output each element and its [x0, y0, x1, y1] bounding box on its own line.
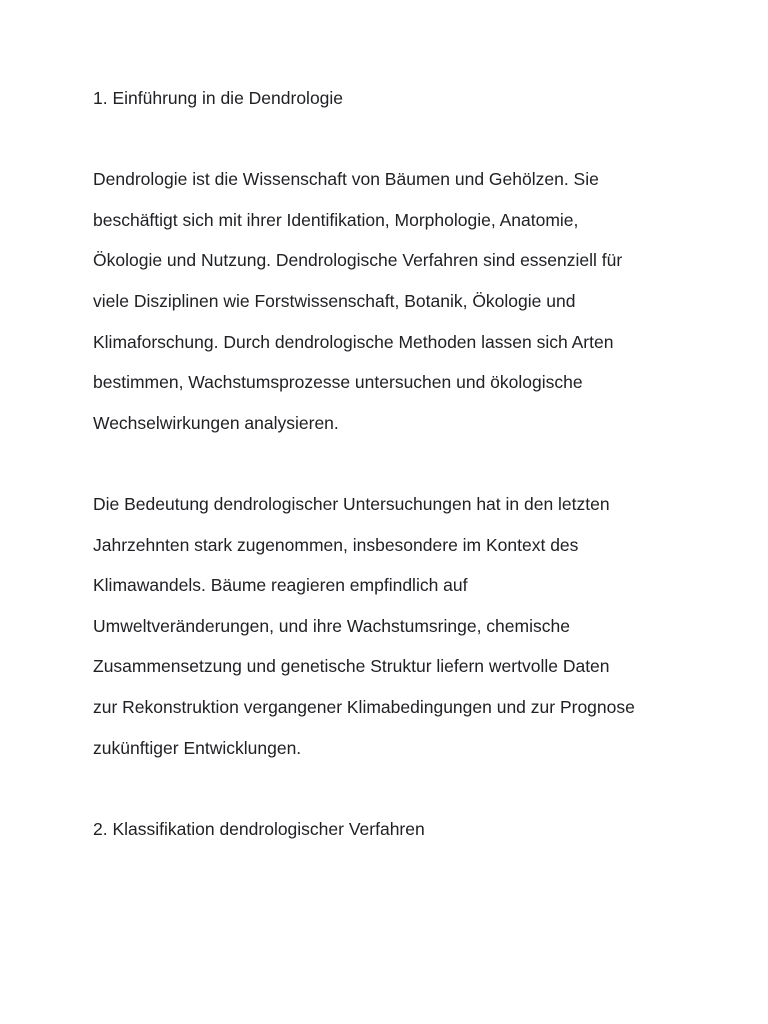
section-heading-1: 1. Einführung in die Dendrologie: [93, 88, 344, 108]
text-line: zur Rekonstruktion vergangener Klimabedingungen und zur Prognose: [93, 696, 635, 717]
text-line: Ökologie und Nutzung. Dendrologische Verfahren sind essenziell für: [93, 250, 623, 271]
text-line: Dendrologie ist die Wissenschaft von Bäumen und Gehölzen. Sie: [93, 169, 599, 190]
text-line: bestimmen, Wachstumsprozesse untersuchen und ökologische: [93, 372, 583, 393]
text-line: viele Disziplinen wie Forstwissenschaft, Botanik, Ökologie und: [93, 290, 576, 311]
document-body: [93, 86, 693, 857]
spacer: [93, 127, 693, 168]
section-heading-2: 2. Klassifikation dendrologischer Verfahren: [93, 818, 425, 839]
text-line: Jahrzehnten stark zugenommen, insbesondere im Kontext des: [93, 534, 579, 555]
spacer: [93, 451, 693, 492]
text-line: zukünftiger Entwicklungen.: [93, 737, 302, 758]
text-line: beschäftigt sich mit ihrer Identifikation, Morphologie, Anatomie,: [93, 209, 579, 230]
text-line: Klimaforschung. Durch dendrologische Methoden lassen sich Arten: [93, 331, 614, 352]
text-line: Umweltveränderungen, und ihre Wachstumsringe, chemische: [93, 615, 570, 636]
text-line: Die Bedeutung dendrologischer Untersuchungen hat in den letzten: [93, 493, 610, 514]
text-line: Klimawandels. Bäume reagieren empfindlich auf: [93, 575, 468, 596]
spacer: [93, 776, 693, 817]
paragraph-1: [93, 167, 693, 451]
text-line: Zusammensetzung und genetische Struktur liefern wertvolle Daten: [93, 656, 610, 677]
paragraph-2: [93, 492, 693, 776]
text-line: Wechselwirkungen analysieren.: [93, 412, 339, 433]
